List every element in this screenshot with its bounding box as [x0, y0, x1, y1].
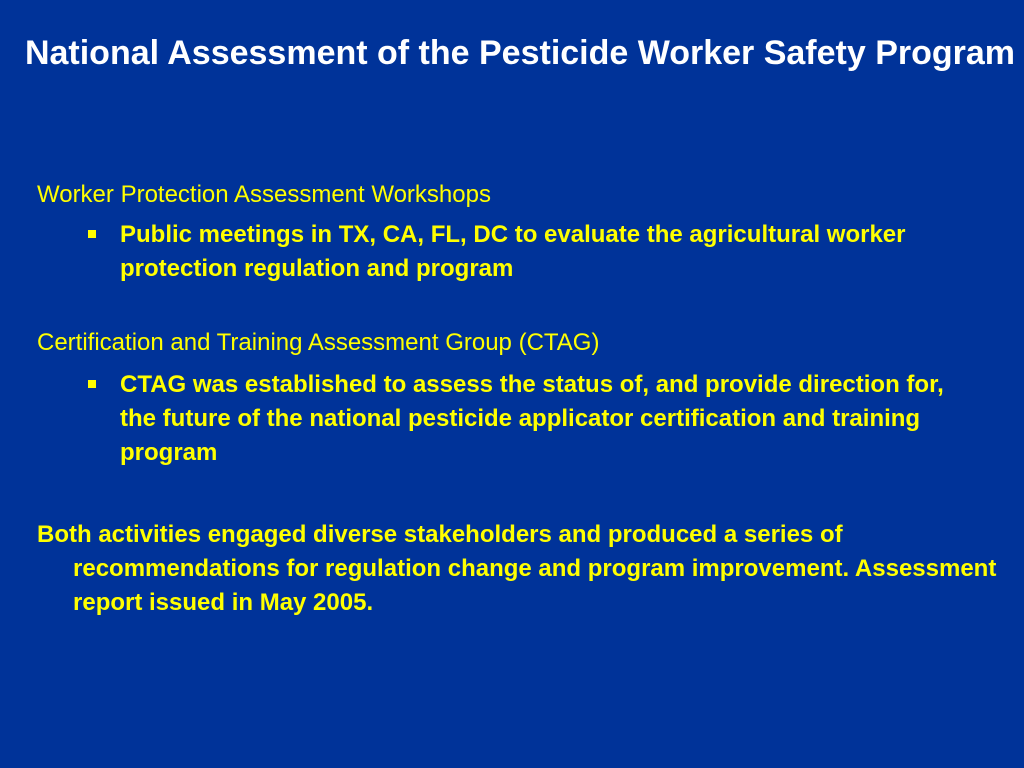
square-bullet-icon [88, 230, 96, 238]
bullet-ctag [88, 368, 978, 470]
bullet-text-worker-protection: Public meetings in TX, CA, FL, DC to evaluate the agricultural worker protection regulation and program [120, 221, 906, 282]
bullet-text-ctag: CTAG was established to assess the status of, and provide direction for, the future of the national pesticide applicator certification and training program [120, 371, 944, 466]
slide-title: National Assessment of the Pesticide Worker Safety Program [24, 34, 1016, 72]
section-heading-ctag: Certification and Training Assessment Group (CTAG) [37, 329, 600, 356]
summary-paragraph: Both activities engaged diverse stakeholders and produced a series of recommendations for regulation change and program improvement. Assessment report issued in May 2005. [37, 521, 997, 616]
bullet-worker-protection [88, 218, 978, 286]
square-bullet-icon [88, 380, 96, 388]
section-heading-worker-protection: Worker Protection Assessment Workshops [37, 181, 491, 208]
